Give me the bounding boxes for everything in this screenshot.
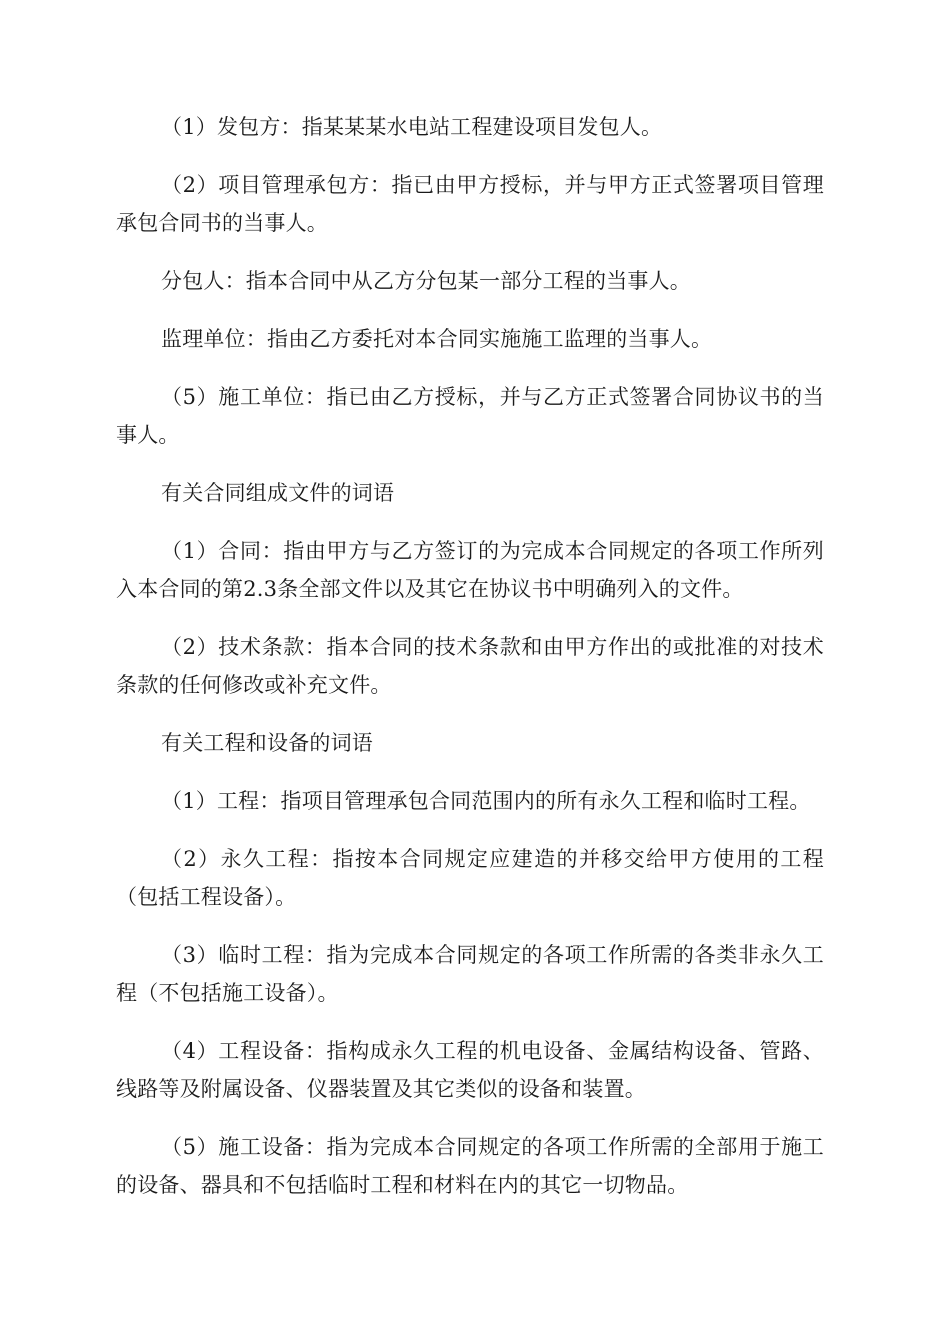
definition-paragraph-supervisor: 监理单位：指由乙方委托对本合同实施施工监理的当事人。 bbox=[161, 327, 713, 351]
definition-paragraph-temporary-works: （3）临时工程：指为完成本合同规定的各项工作所需的各类非永久工程（不包括施工设备）。 bbox=[116, 943, 824, 1005]
definition-paragraph-technical-clauses: （2）技术条款：指本合同的技术条款和由甲方作出的或批准的对技术条款的任何修改或补充文件。 bbox=[116, 635, 824, 697]
section-heading-contract-documents: 有关合同组成文件的词语 bbox=[161, 481, 395, 505]
definition-paragraph-construction-unit: （5）施工单位：指已由乙方授标，并与乙方正式签署合同协议书的当事人。 bbox=[116, 385, 824, 447]
definition-paragraph-pm-contractor: （2）项目管理承包方：指已由甲方授标，并与甲方正式签署项目管理承包合同书的当事人。 bbox=[116, 173, 824, 235]
document-page bbox=[116, 108, 824, 1224]
section-heading-works-equipment: 有关工程和设备的词语 bbox=[161, 731, 373, 755]
definition-paragraph-construction-equipment: （5）施工设备：指为完成本合同规定的各项工作所需的全部用于施工的设备、器具和不包括临时工程和材料在内的其它一切物品。 bbox=[116, 1135, 824, 1197]
definition-paragraph-plant-equipment: （4）工程设备：指构成永久工程的机电设备、金属结构设备、管路、线路等及附属设备、仪器装置及其它类似的设备和装置。 bbox=[116, 1039, 824, 1101]
definition-paragraph-permanent-works: （2）永久工程：指按本合同规定应建造的并移交给甲方使用的工程（包括工程设备）。 bbox=[116, 847, 824, 909]
definition-paragraph-party-employer: （1）发包方：指某某某水电站工程建设项目发包人。 bbox=[161, 115, 663, 139]
definition-paragraph-contract: （1）合同：指由甲方与乙方签订的为完成本合同规定的各项工作所列入本合同的第2.3条全部文件以及其它在协议书中明确列入的文件。 bbox=[116, 539, 824, 601]
definition-paragraph-works: （1）工程：指项目管理承包合同范围内的所有永久工程和临时工程。 bbox=[161, 789, 811, 813]
definition-paragraph-subcontractor: 分包人：指本合同中从乙方分包某一部分工程的当事人。 bbox=[161, 269, 691, 293]
